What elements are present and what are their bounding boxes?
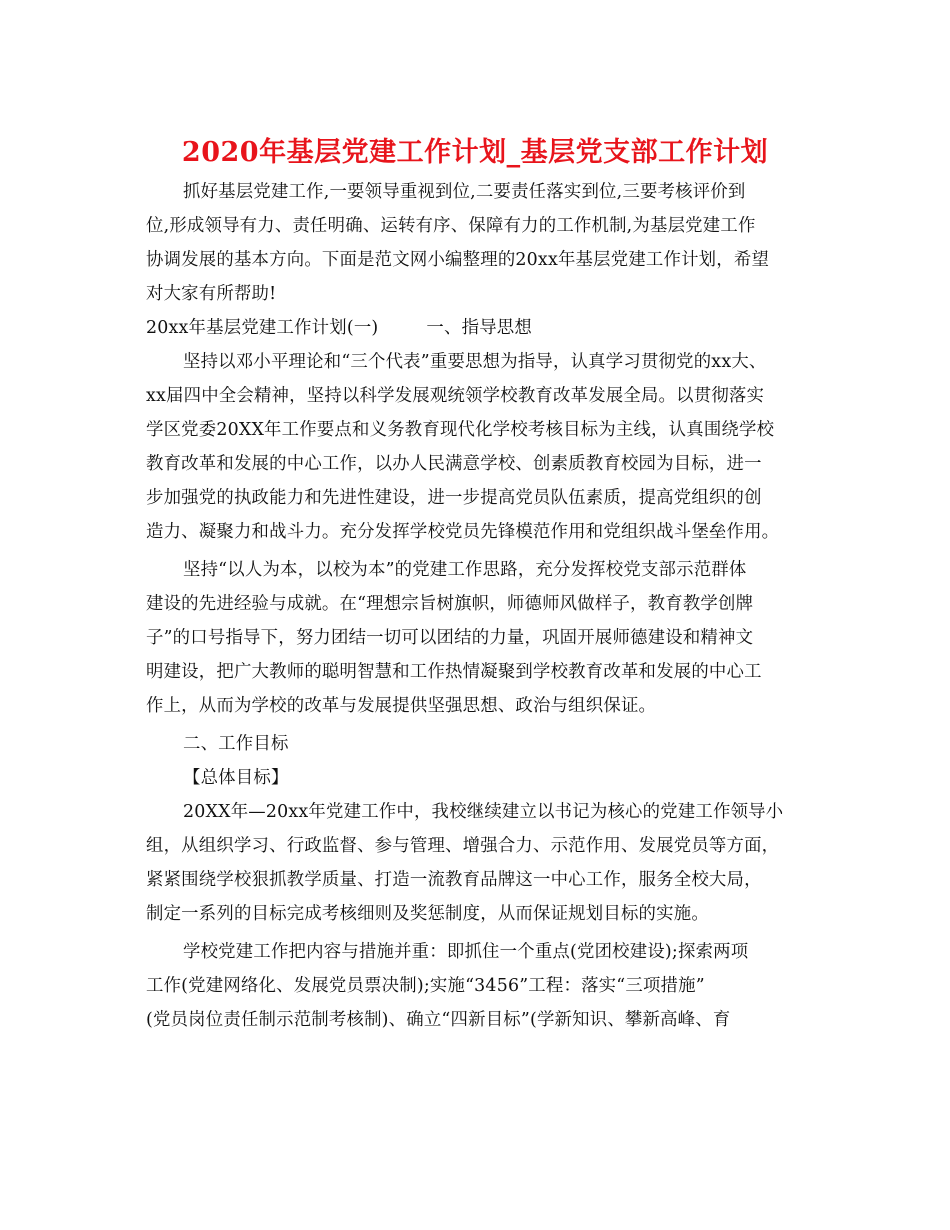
paragraph-line: 20XX年—20xx年党建工作中，我校继续建立以书记为核心的党建工作领导小 [183,802,784,822]
paragraph-line: 建设的先进经验与成就。在“理想宗旨树旗帜，师德师风做样子，教育教学创牌 [146,594,754,614]
paragraph-line: 造力、凝聚力和战斗力。充分发挥学校党员先锋模范作用和党组织战斗堡垒作用。 [146,522,780,542]
subsection-heading: 【总体目标】 [183,768,289,788]
paragraph-line: 工作(党建网络化、发展党员票决制);实施“3456”工程：落实“三项措施” [146,976,705,996]
paragraph-line: 抓好基层党建工作,一要领导重视到位,二要责任落实到位,三要考核评价到 [183,182,746,202]
section-heading: 一、指导思想 [426,318,532,338]
paragraph-line: 教育改革和发展的中心工作，以办人民满意学校、创素质教育校园为目标，进一 [146,454,762,474]
paragraph-line: 坚持以邓小平理论和“三个代表”重要思想为指导，认真学习贯彻党的xx大、 [183,352,767,372]
paragraph-line: 作上，从而为学校的改革与发展提供坚强思想、政治与组织保证。 [146,696,657,716]
paragraph-line: 对大家有所帮助! [146,284,277,304]
paragraph-line: 步加强党的执政能力和先进性建设，进一步提高党员队伍素质，提高党组织的创 [146,488,762,508]
paragraph-line: 紧紧围绕学校狠抓教学质量、打造一流教育品牌这一中心工作，服务全校大局， [146,870,762,890]
paragraph-line: 学校党建工作把内容与措施并重：即抓住一个重点(党团校建设);探索两项 [183,942,749,962]
paragraph-line: 坚持“以人为本，以校为本”的党建工作思路，充分发挥校党支部示范群体 [183,560,747,580]
document-title: 2020年基层党建工作计划_基层党支部工作计划 [181,137,769,168]
paragraph-line: 协调发展的基本方向。下面是范文网小编整理的20xx年基层党建工作计划，希望 [146,250,770,270]
paragraph-line: (党员岗位责任制示范制考核制)、确立“四新目标”(学新知识、攀新高峰、育 [146,1010,731,1030]
paragraph-line: 组，从组织学习、行政监督、参与管理、增强合力、示范作用、发展党员等方面， [146,836,780,856]
paragraph-line: xx届四中全会精神，坚持以科学发展观统领学校教育改革发展全局。以贯彻落实 [146,386,765,406]
paragraph-line: 子”的口号指导下，努力团结一切可以团结的力量，巩固开展师德建设和精神文 [146,628,754,648]
paragraph-line [146,317,532,339]
plan-heading: 20xx年基层党建工作计划(一) [146,318,379,338]
paragraph-line: 位,形成领导有力、责任明确、运转有序、保障有力的工作机制,为基层党建工作 [146,216,756,236]
paragraph-line: 制定一系列的目标完成考核细则及奖惩制度，从而保证规划目标的实施。 [146,904,709,924]
section-heading: 二、工作目标 [183,734,289,754]
paragraph-line: 学区党委20XX年工作要点和义务教育现代化学校考核目标为主线，认真围绕学校 [146,420,775,440]
paragraph-line: 明建设，把广大教师的聪明智慧和工作热情凝聚到学校教育改革和发展的中心工 [146,662,762,682]
